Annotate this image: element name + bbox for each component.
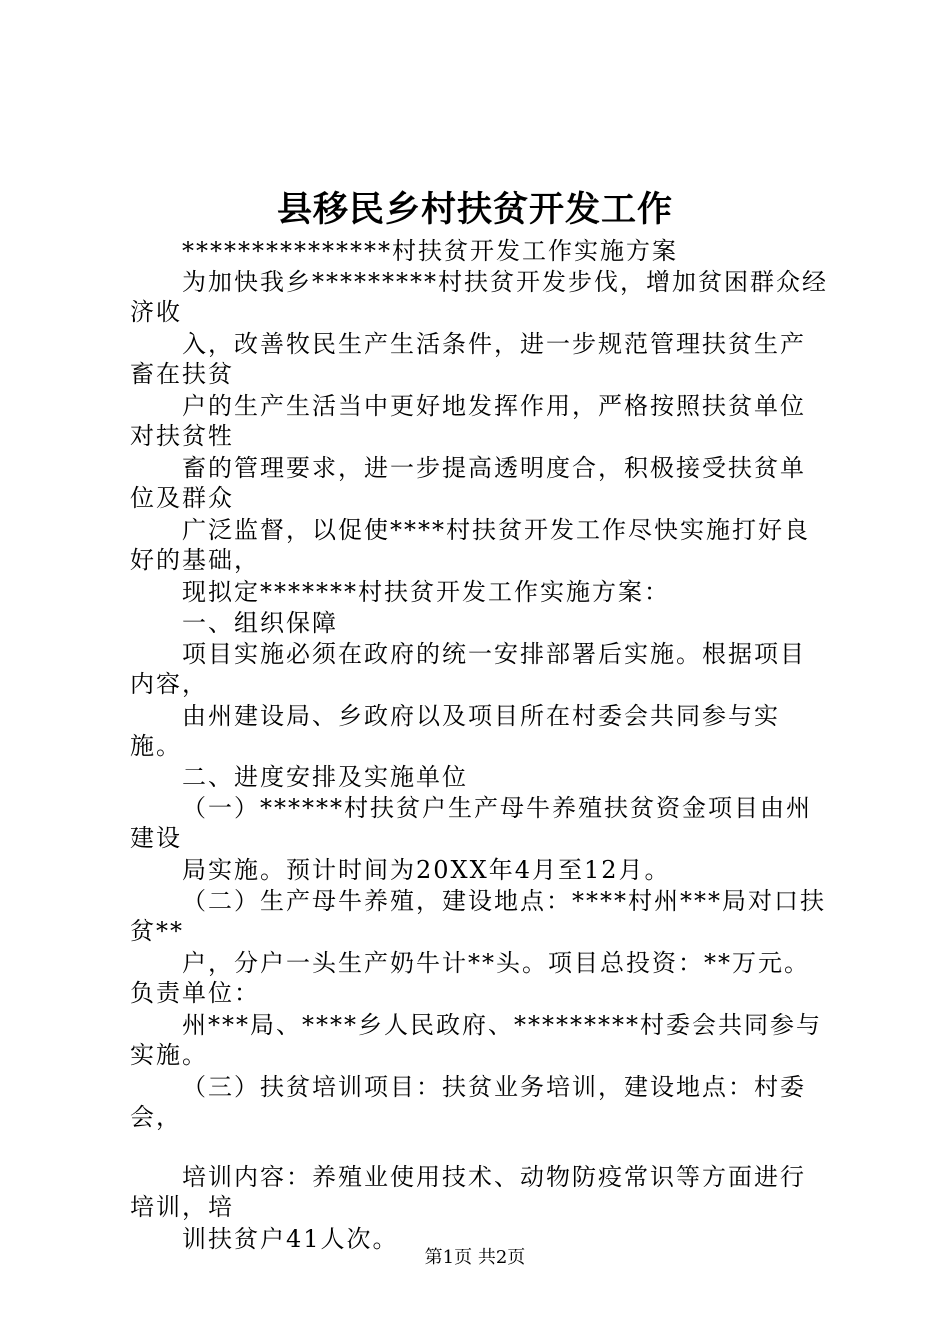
paragraph: 培训内容：养殖业使用技术、动物防疫常识等方面进行培训，培 — [130, 1163, 806, 1221]
page-number-footer: 第1页 共2页 — [424, 1247, 526, 1268]
paragraph: 户的生产生活当中更好地发挥作用，严格按照扶贫单位对扶贫牲 — [130, 392, 806, 450]
paragraph: 项目实施必须在政府的统一安排部署后实施。根据项目内容， — [130, 640, 806, 698]
paragraph: 州***局、****乡人民政府、*********村委会共同参与实施。 — [130, 1011, 822, 1069]
paragraph: 现拟定*******村扶贫开发工作实施方案： — [182, 578, 670, 606]
paragraph: 入，改善牧民生产生活条件，进一步规范管理扶贫生产畜在扶贫 — [130, 330, 806, 388]
paragraph: （一）******村扶贫户生产母牛养殖扶贫资金项目由州建设 — [130, 794, 812, 852]
section-heading: 一、组织保障 — [182, 609, 338, 637]
paragraph: （二）生产母牛养殖，建设地点：****村州***局对口扶贫** — [130, 887, 826, 945]
paragraph: 畜的管理要求，进一步提高透明度合，积极接受扶贫单位及群众 — [130, 454, 806, 512]
paragraph: 为加快我乡*********村扶贫开发步伐，增加贫困群众经济收 — [130, 268, 828, 326]
paragraph: 由州建设局、乡政府以及项目所在村委会共同参与实施。 — [130, 702, 780, 760]
paragraph: （三）扶贫培训项目：扶贫业务培训，建设地点：村委会， — [130, 1073, 806, 1131]
paragraph: ***************村扶贫开发工作实施方案 — [182, 237, 678, 265]
section-heading: 二、进度安排及实施单位 — [182, 763, 468, 791]
paragraph: 户，分户一头生产奶牛计**头。项目总投资：**万元。负责单位： — [130, 949, 810, 1007]
document-title: 县移民乡村扶贫开发工作 — [276, 189, 673, 230]
paragraph: 广泛监督，以促使****村扶贫开发工作尽快实施打好良好的基础， — [130, 516, 810, 574]
paragraph: 训扶贫户41人次。 — [182, 1225, 399, 1253]
document-body — [130, 236, 830, 1256]
paragraph: 局实施。预计时间为20XX年4月至12月。 — [182, 856, 671, 884]
